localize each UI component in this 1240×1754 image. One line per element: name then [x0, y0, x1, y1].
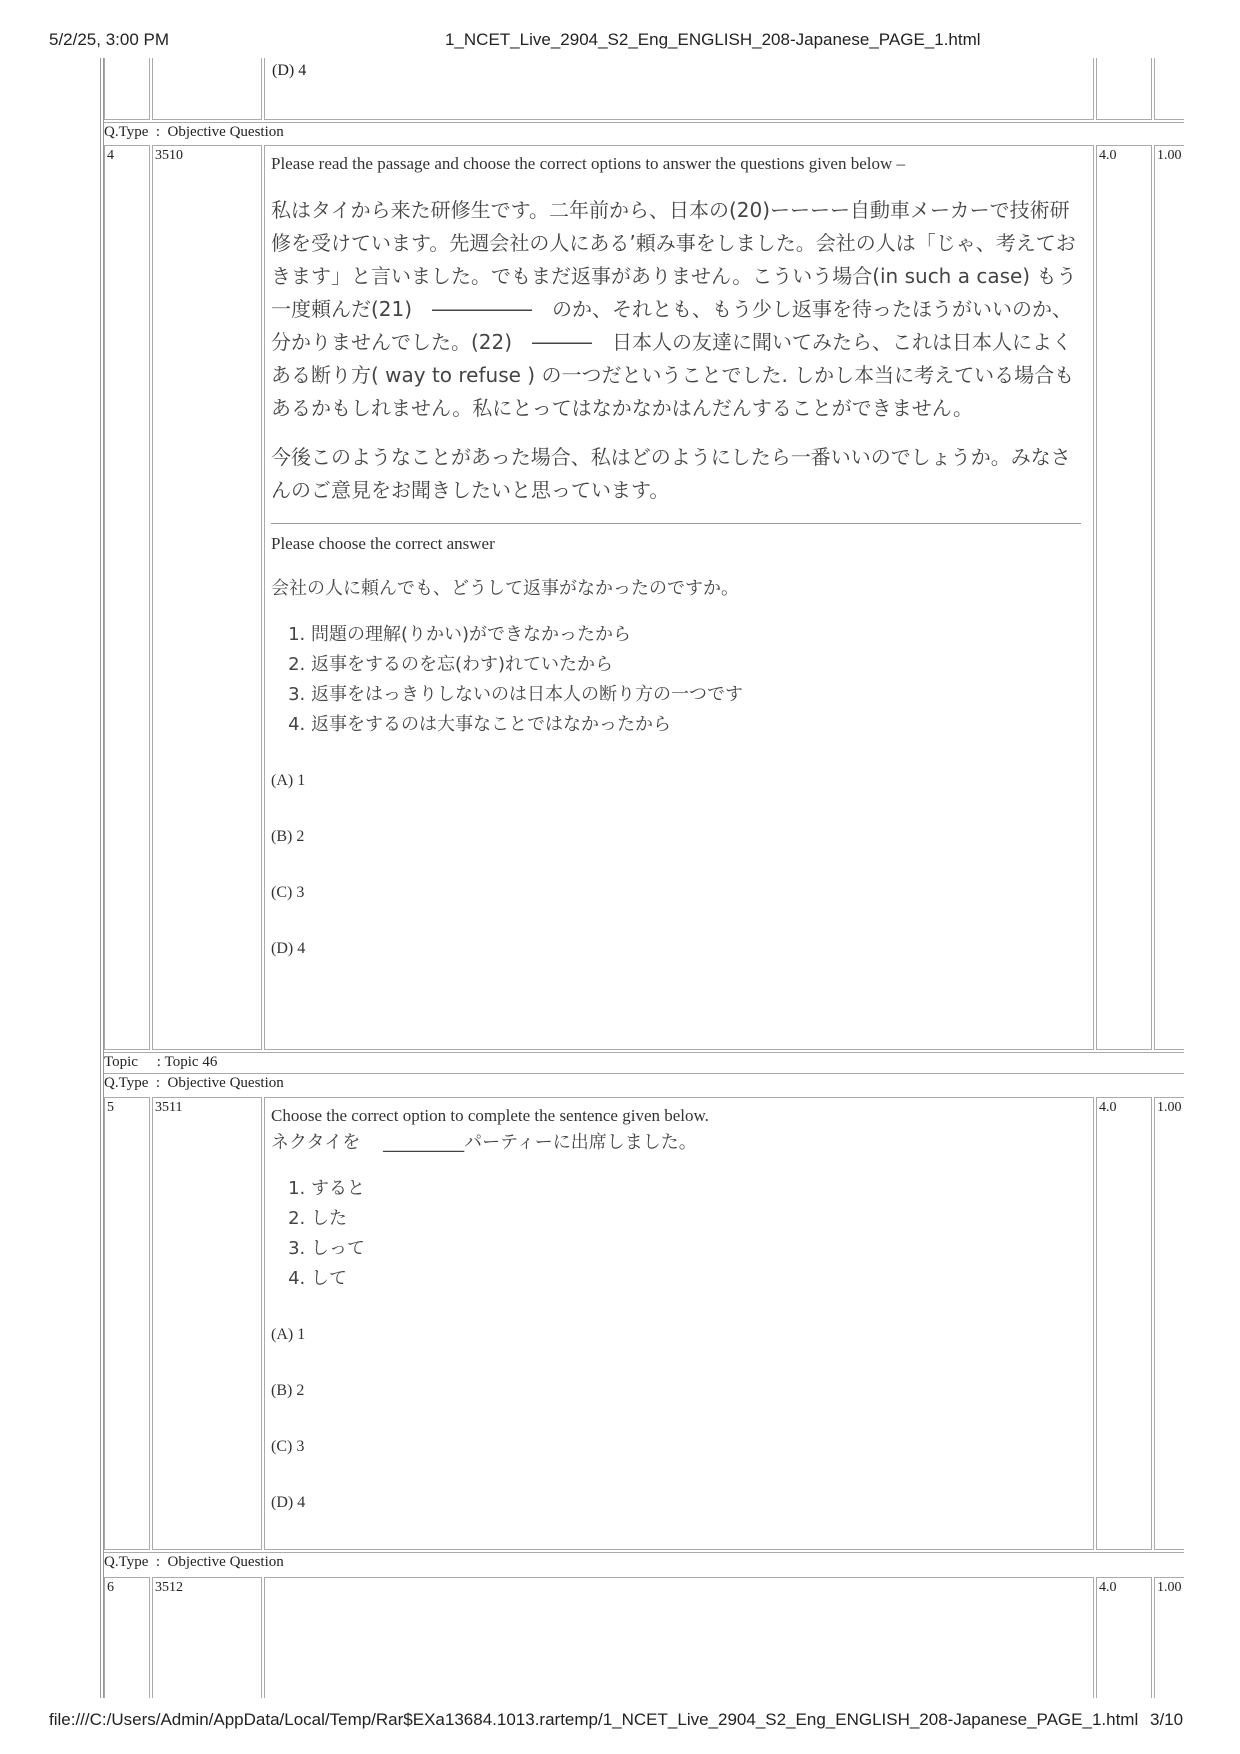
q5-blank: _________ [383, 1132, 465, 1153]
row-divider [104, 1073, 1184, 1074]
q4-neg-cell [1154, 145, 1184, 1050]
q5-id-cell [152, 1097, 262, 1550]
q4-passage [271, 194, 1081, 507]
q4-prompt: Please choose the correct answer [271, 534, 495, 553]
row-divider [104, 1552, 1184, 1553]
q5-id: 3511 [155, 1100, 183, 1115]
q5-content-cell [264, 1097, 1094, 1550]
q4-marks: 4.0 [1099, 148, 1117, 163]
q5-marks-cell [1096, 1097, 1152, 1550]
q4-sno-cell [104, 145, 150, 1050]
q5-sentence [271, 1128, 1081, 1154]
q4-neg: 1.00 [1157, 148, 1182, 163]
print-datetime: 5/2/25, 3:00 PM [49, 30, 170, 49]
q4-option-a: (A) 1 [271, 772, 306, 789]
q5-sno-cell [104, 1097, 150, 1550]
q4-marks-cell [1096, 145, 1152, 1050]
q5-sentence-start: ネクタイを [271, 1132, 361, 1153]
print-page-number: 3/10 [1150, 1710, 1184, 1729]
q4-id: 3510 [155, 148, 183, 163]
prev-marks-cell [1096, 58, 1152, 120]
q4-choice-1: 1. 問題の理解(りかい)ができなかったから [311, 620, 1081, 650]
qtype-label: Q.Type : Objective Question [104, 124, 284, 140]
q4-passage-paragraph-1: 私はタイから来た研修生です。二年前から、日本の(20)ーーーー自動車メーカーで技術研修を受けています。先週会社の人にある’頼み事をしました。会社の人は「じゃ、考えておきます」と言いました。でもまだ返事がありません。こういう場合(in such a case) もう一度頼んだ(21) ――――― のか、それとも、もう少し返事を待ったほうがいいのか、分かりませんでした。(22) ――― 日本人の友達に聞いてみたら、これは日本人によくある断り方( way to refuse ) の一つだということでした. しかし本当に考えている場合もあるかもしれません。私にとってはなかなかはんだんすることができません。 [271, 198, 1077, 420]
topic-label: Topic : Topic 46 [104, 1054, 218, 1070]
table-left-border [100, 58, 101, 1698]
q5-choice-4: 4. して [311, 1264, 1081, 1294]
q6-id-cell [152, 1577, 262, 1698]
q4-passage-paragraph-2: 今後このようなことがあった場合、私はどのようにしたら一番いいのでしょうか。みなさんのご意見をお聞きしたいと思っています。 [271, 445, 1071, 502]
prev-sno-cell [104, 58, 150, 120]
q6-sno-cell [104, 1577, 150, 1698]
q4-question: 会社の人に頼んでも、どうして返事がなかったのですか。 [271, 578, 739, 599]
q5-option-d: (D) 4 [271, 1494, 306, 1511]
q4-option-d: (D) 4 [271, 940, 306, 957]
q5-choice-list [271, 1174, 1081, 1294]
q4-choice-2: 2. 返事をするのを忘(わす)れていたから [311, 650, 1081, 680]
q4-option-c: (C) 3 [271, 884, 305, 901]
q4-divider [271, 523, 1081, 524]
q6-neg: 1.00 [1157, 1580, 1182, 1595]
q5-choice-3: 3. しって [311, 1234, 1081, 1264]
qtype-label: Q.Type : Objective Question [104, 1075, 284, 1091]
q5-sentence-end: パーティーに出席しました。 [464, 1132, 697, 1153]
q5-choice-2: 2. した [311, 1204, 1081, 1234]
q5-marks: 4.0 [1099, 1100, 1117, 1115]
q6-id: 3512 [155, 1580, 183, 1595]
q4-choice-list [271, 620, 1081, 740]
q5-neg: 1.00 [1157, 1100, 1182, 1115]
q5-neg-cell [1154, 1097, 1184, 1550]
qtype-label: Q.Type : Objective Question [104, 1554, 284, 1570]
q4-sno: 4 [107, 148, 114, 163]
prev-content-cell [264, 58, 1094, 120]
q5-option-b: (B) 2 [271, 1382, 305, 1399]
prev-id-cell [152, 58, 262, 120]
q5-option-c: (C) 3 [271, 1438, 305, 1455]
q5-sno: 5 [107, 1100, 114, 1115]
q4-option-b: (B) 2 [271, 828, 305, 845]
q6-content-cell [264, 1577, 1094, 1698]
row-divider [104, 122, 1184, 123]
q4-choice-4: 4. 返事をするのは大事なことではなかったから [311, 710, 1081, 740]
prev-neg-cell [1154, 58, 1184, 120]
q4-choice-3: 3. 返事をはっきりしないのは日本人の断り方の一つです [311, 680, 1081, 710]
q4-content-cell [264, 145, 1094, 1050]
q5-choice-1: 1. すると [311, 1174, 1081, 1204]
q5-instruction: Choose the correct option to complete the sentence given below. [271, 1106, 709, 1125]
print-title: 1_NCET_Live_2904_S2_Eng_ENGLISH_208-Japanese_PAGE_1.html [445, 30, 981, 49]
print-file-path: file:///C:/Users/Admin/AppData/Local/Temp/Rar$EXa13684.1013.rartemp/1_NCET_Live_2904_S2_Eng_ENGLISH_208-Japanese_PAGE_1.html [49, 1710, 1139, 1729]
q6-marks-cell [1096, 1577, 1152, 1698]
row-divider [104, 1052, 1184, 1053]
q6-sno: 6 [107, 1580, 114, 1595]
q4-instruction: Please read the passage and choose the correct options to answer the questions given below – [271, 154, 906, 173]
q6-neg-cell [1154, 1577, 1184, 1698]
q6-marks: 4.0 [1099, 1580, 1117, 1595]
q5-option-a: (A) 1 [271, 1326, 306, 1343]
q4-id-cell [152, 145, 262, 1050]
prev-option-d: (D) 4 [272, 62, 307, 79]
